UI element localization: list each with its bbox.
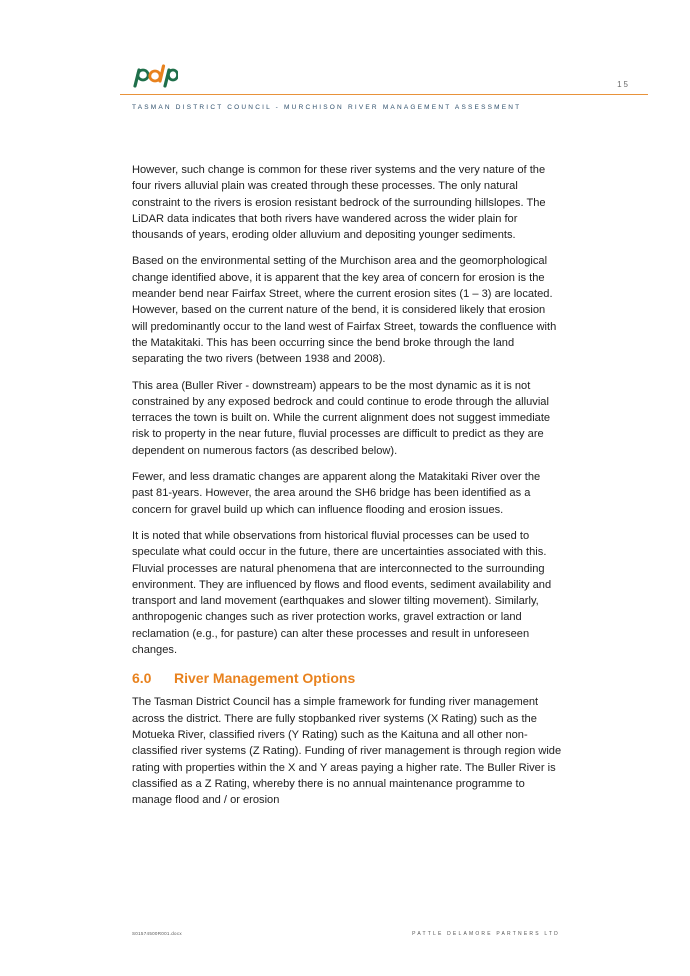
page-number: 15 (617, 80, 630, 89)
body-paragraph-5: It is noted that while observations from historical fluvial processes can be used to speculate what could occur in the future, there are uncertainties associated with this. Fluvial processes are natural phenomena that are interconnected to the surrounding environment. They are influenced by flows and flood events, sediment availability and transport and land movement (earthquakes and slower tilting movement). Similarly, anthropogenic changes such as river protection works, gravel extraction or land reclamation (e.g., for pasture) can alter these processes and result in unforeseen changes. (132, 529, 552, 657)
body-paragraph-2: Based on the environmental setting of the Murchison area and the geomorphological change identified above, it is apparent that the key area of concern for erosion is the meander bend near Fairfax Street, where the current erosion sites (1 – 3) are located. However, based on the current nature of the bend, it is considered likely that erosion will predominantly occur to the land west of Fairfax Street, towards the confluence with the Matakitaki. This has been occurring since the bend broke through the land separating the two rivers (between 1938 and 2008). (132, 255, 557, 366)
section-paragraph-1: The Tasman District Council has a simple framework for funding river management across the district. There are fully stopbanked river systems (X Rating) such as the Motueka River, classified rivers (Y Rating) such as the Kaituna and all other non-classified river systems (Z Rating). Funding of river management is through region wide rating with properties within the X and Y areas paying a higher rate. The Buller River is classified as a Z Rating, whereby there is no annual maintenance programme to manage flood and / or erosion (132, 696, 562, 807)
document-title: TASMAN DISTRICT COUNCIL - MURCHISON RIVER MANAGEMENT ASSESSMENT (132, 104, 522, 111)
page-content (132, 162, 562, 818)
section-number: 6.0 (132, 670, 152, 687)
section-heading (132, 669, 562, 687)
footer-document-code: S01574500R001.docx (132, 931, 182, 936)
body-paragraph-1: However, such change is common for these river systems and the very nature of the four rivers alluvial plain was created through these processes. The only natural constraint to the rivers is erosion resistant bedrock of the surrounding hillslopes. The LiDAR data indicates that both rivers have wandered across the wider plain for thousands of years, eroding older alluvium and depositing younger sediments. (132, 164, 546, 242)
header-rule (120, 94, 648, 95)
footer-company: PATTLE DELAMORE PARTNERS LTD (412, 931, 560, 937)
body-paragraph-4: Fewer, and less dramatic changes are apparent along the Matakitaki River over the past 81-years. However, the area around the SH6 bridge has been identified as a concern for gravel build up which can influence flooding and erosion issues. (132, 471, 541, 516)
body-paragraph-3: This area (Buller River - downstream) appears to be the most dynamic as it is not constrained by any exposed bedrock and could continue to erode through the alluvial terraces the town is built on. While the current alignment does not suggest immediate risk to property in the near future, fluvial processes are difficult to predict as they are dependent on numerous factors (as described below). (132, 379, 551, 457)
section-title: River Management Options (174, 670, 356, 687)
pdp-logo (132, 64, 178, 88)
